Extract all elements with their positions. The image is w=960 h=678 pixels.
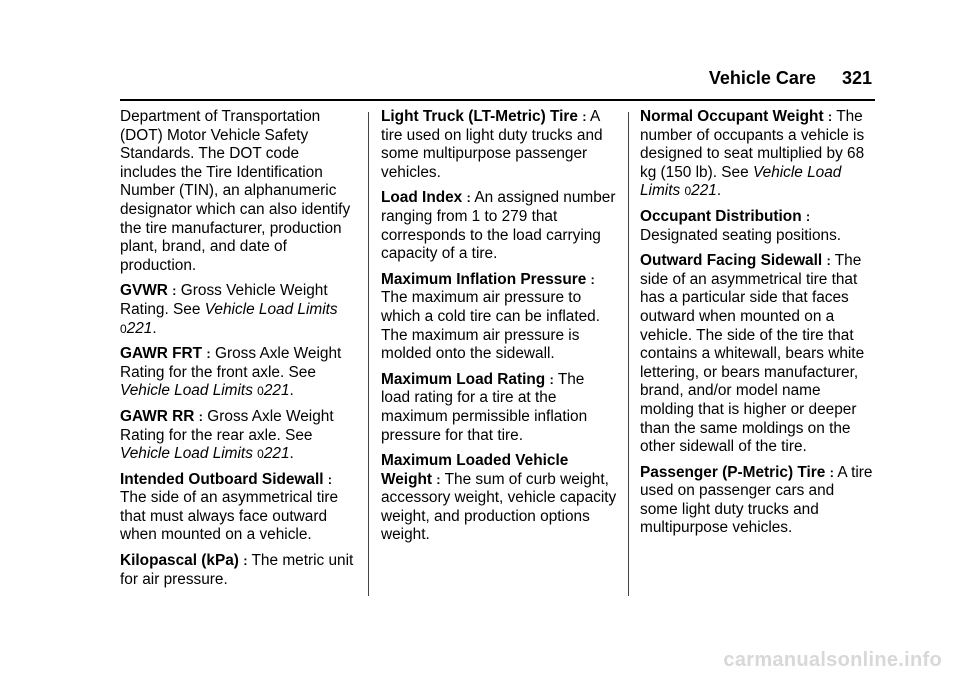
- definition-max-load: [381, 371, 617, 445]
- page-reference[interactable]: 221: [263, 445, 290, 463]
- page-ref-arrow-icon: 0: [120, 321, 127, 336]
- term: Kilopascal (kPa): [120, 552, 239, 570]
- definition-text: Gross Axle Weight Rating for the rear axle. See: [120, 407, 334, 444]
- colon: :: [549, 371, 554, 387]
- term: Maximum Inflation Pressure: [381, 270, 587, 288]
- definition-occupant-distribution: [640, 208, 876, 245]
- definition-gawr-frt: GAWR FRT : Gross Axle Weight Rating for the front axle. See Vehicle Load Limits 0221.: [120, 345, 342, 400]
- definition-text: The load rating for a tire at the maximum permissible inflation pressure for that tire.: [381, 370, 588, 444]
- column-divider: [628, 112, 629, 596]
- colon: :: [436, 471, 441, 487]
- header-rule: [120, 99, 875, 101]
- definition-outboard-sidewall: [120, 471, 356, 545]
- page-ref-arrow-icon: 0: [684, 184, 692, 199]
- definition-gvwr: GVWR : Gross Vehicle Weight Rating. See Vehicle Load Limits 0221.: [120, 282, 338, 337]
- term: GAWR FRT: [120, 345, 203, 363]
- page-header: [709, 68, 872, 89]
- definition-text: The metric unit for air pressure.: [120, 552, 354, 588]
- page-reference[interactable]: 221: [263, 382, 290, 400]
- page-reference[interactable]: 221: [126, 319, 153, 337]
- definition-normal-occupant: Normal Occupant Weight : The number of occupants a vehicle is designed to seat multiplied by 68 kg (150 lb). See Vehicle Load Limits 0221.: [640, 108, 865, 200]
- section-title: Vehicle Care: [708, 68, 816, 88]
- colon: :: [243, 553, 248, 569]
- intro-paragraph: Department of Transportation (DOT) Motor Vehicle Safety Standards. The DOT code includes the Tire Identification Number (TIN), an alphanumeric designator which can also identify the tire manufacturer, production plant, brand, and date of production.: [120, 108, 351, 274]
- colon: :: [327, 471, 333, 487]
- colon: :: [582, 109, 587, 124]
- watermark: carmanualsonline.info: [723, 649, 942, 671]
- definition-text: The side of an asymmetrical tire that has a particular side that faces outward when mounted on a vehicle. The side of the tire that contains a whitewall, bears white lettering, or bears manufacturer, brand, and/or model name molding that is higher or deeper than the same moldings on the other sidewall of the tire.: [640, 252, 865, 456]
- definition-text: Gross Axle Weight Rating for the front axle. See: [120, 345, 342, 381]
- definition-text: A tire used on passenger cars and some light duty trucks and multipurpose vehicles.: [640, 463, 873, 537]
- column-1: [120, 108, 356, 596]
- term: GAWR RR: [120, 407, 195, 425]
- colon: :: [466, 190, 471, 206]
- term: Maximum Load Rating: [381, 370, 546, 388]
- colon: :: [198, 408, 204, 424]
- colon: :: [827, 109, 833, 124]
- column-divider: [368, 112, 369, 596]
- definition-text: Gross Vehicle Weight Rating. See: [120, 282, 328, 318]
- definition-max-loaded-weight: [381, 452, 617, 545]
- definition-text: A tire used on light duty trucks and some multipurpose passenger vehicles.: [381, 108, 603, 181]
- page-number: 321: [841, 68, 872, 88]
- definition-gawr-rr: GAWR RR : Gross Axle Weight Rating for the rear axle. See Vehicle Load Limits 0221.: [120, 407, 334, 463]
- definition-text: An assigned number ranging from 1 to 279 that corresponds to the load carrying capacity of a tire.: [381, 189, 616, 263]
- page-ref-arrow-icon: 0: [257, 447, 264, 462]
- cross-reference-link[interactable]: Vehicle Load Limits: [204, 300, 338, 318]
- page-ref-arrow-icon: 0: [257, 384, 264, 399]
- colon: :: [805, 208, 811, 224]
- term: Intended Outboard Sidewall: [120, 470, 324, 488]
- colon: :: [826, 253, 831, 269]
- definition-text: The side of an asymmetrical tire that must always face outward when mounted on a vehicle.: [120, 489, 339, 544]
- colon: :: [172, 283, 177, 299]
- definition-p-metric: [640, 464, 876, 538]
- term: Passenger (P-Metric) Tire: [640, 463, 826, 481]
- definition-text: The maximum air pressure to which a cold tire can be inflated. The maximum air pressure is molded onto the sidewall.: [381, 289, 601, 363]
- definition-text: The number of occupants a vehicle is designed to seat multiplied by 68 kg (150 lb). See: [640, 108, 865, 181]
- definition-max-inflation: [381, 271, 617, 364]
- column-3: [640, 108, 876, 545]
- definition-kpa: [120, 552, 356, 589]
- term: GVWR: [120, 282, 168, 300]
- term: Occupant Distribution: [640, 207, 802, 225]
- definition-outward-sidewall: [640, 252, 876, 457]
- colon: :: [206, 346, 211, 362]
- cross-reference-link[interactable]: Vehicle Load Limits: [120, 445, 253, 463]
- cross-reference-link[interactable]: Vehicle Load Limits: [120, 382, 253, 400]
- definition-lt-metric: [381, 108, 617, 182]
- term: Maximum Loaded Vehicle Weight: [381, 452, 569, 488]
- term: Outward Facing Sidewall: [640, 252, 823, 270]
- definition-text: Designated seating positions.: [640, 226, 842, 244]
- term: Light Truck (LT-Metric) Tire: [381, 108, 578, 125]
- definition-text: The sum of curb weight, accessory weight, vehicle capacity weight, and production options weight.: [381, 470, 617, 544]
- column-2: [381, 108, 617, 552]
- term: Normal Occupant Weight: [640, 108, 824, 125]
- cross-reference-link[interactable]: Vehicle Load Limits: [640, 163, 842, 200]
- colon: :: [829, 464, 834, 480]
- colon: :: [590, 271, 595, 287]
- term: Load Index: [381, 189, 463, 207]
- definition-load-index: [381, 189, 617, 263]
- page-reference[interactable]: 221: [691, 182, 717, 200]
